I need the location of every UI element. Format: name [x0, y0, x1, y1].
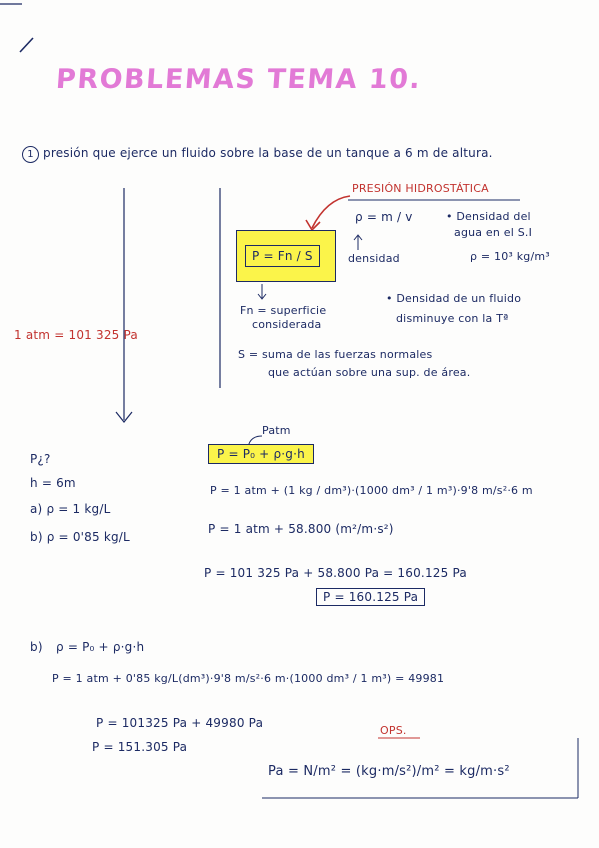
- sol-b-line1: P = 1 atm + 0'85 kg/L(dm³)·9'8 m/s²·6 m·(1000 dm³ / 1 m³) = 49981: [52, 672, 445, 685]
- note1-line1: • Densidad del: [446, 210, 531, 223]
- note1-line2: agua en el S.I: [454, 226, 533, 239]
- sol-a-result: P = 160.125 Pa: [316, 588, 425, 606]
- patm-label: Patm: [262, 424, 291, 437]
- problem-number: 1: [22, 146, 39, 163]
- fn-line1: Fn = superficie: [240, 304, 327, 317]
- rho-formula: ρ = m / v: [355, 210, 413, 224]
- sol-b-line3: P = 151.305 Pa: [92, 740, 188, 754]
- density-label: densidad: [348, 252, 400, 265]
- s-line2: que actúan sobre una sup. de área.: [268, 366, 471, 379]
- fn-line2: considerada: [252, 318, 322, 331]
- hydro-formula: P = P₀ + ρ·g·h: [208, 444, 314, 464]
- main-formula: P = Fn / S: [245, 245, 320, 267]
- note2-line1: • Densidad de un fluido: [386, 292, 522, 305]
- hydrostatic-title: PRESIÓN HIDROSTÁTICA: [352, 182, 489, 195]
- note2-line2: disminuye con la Tª: [396, 312, 509, 325]
- sol-b-main: ρ = P₀ + ρ·g·h: [56, 640, 145, 654]
- given-h: h = 6m: [30, 476, 76, 490]
- page-title: PROBLEMAS TEMA 10.: [54, 64, 423, 95]
- problem-text: presión que ejerce un fluido sobre la base de un tanque a 6 m de altura.: [43, 146, 493, 160]
- sol-a-line2: P = 1 atm + 58.800 (m²/m·s²): [208, 522, 394, 536]
- case-b: b) ρ = 0'85 kg/L: [30, 530, 130, 544]
- units-formula: Pa = N/m² = (kg·m/s²)/m² = kg/m·s²: [268, 764, 510, 779]
- main-formula-highlight: [236, 230, 336, 282]
- sol-b-line2: P = 101325 Pa + 49980 Pa: [96, 716, 264, 730]
- sol-a-line1: P = 1 atm + (1 kg / dm³)·(1000 dm³ / 1 m³)·9'8 m/s²·6 m: [210, 484, 533, 497]
- case-a: a) ρ = 1 kg/L: [30, 502, 111, 516]
- atm-equivalence: 1 atm = 101 325 Pa: [14, 328, 138, 342]
- unknown-p: P¿?: [30, 452, 51, 466]
- sol-a-line3: P = 101 325 Pa + 58.800 Pa = 160.125 Pa: [204, 566, 467, 580]
- ops-label: OPS.: [380, 724, 407, 737]
- rho-water: ρ = 10³ kg/m³: [470, 250, 550, 263]
- problem-statement: [22, 146, 493, 163]
- s-line1: S = suma de las fuerzas normales: [238, 348, 433, 361]
- sol-b-label: b): [30, 640, 43, 654]
